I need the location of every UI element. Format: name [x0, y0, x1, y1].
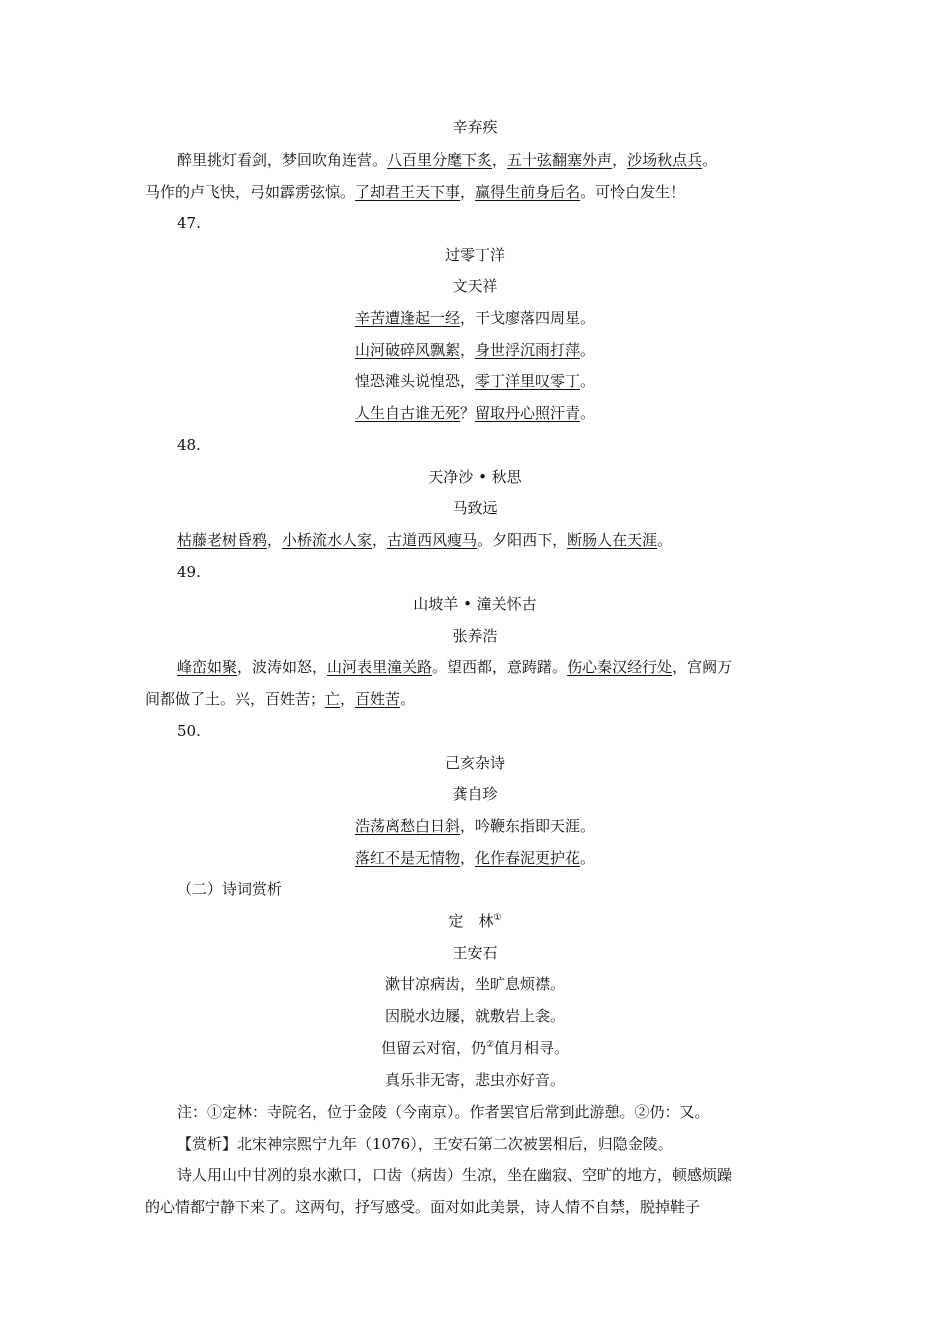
text: ？	[459, 404, 475, 422]
text: ，	[372, 531, 388, 549]
underlined-text: 留取丹心照汗青	[475, 404, 581, 422]
text: 惶恐滩头说惶恐，	[354, 372, 475, 390]
poem47-author: 文天祥	[452, 277, 498, 295]
text: 。	[580, 341, 596, 359]
underlined-text: 化作春泥更护花	[475, 849, 581, 867]
poem50-author: 龚自珍	[452, 785, 498, 803]
poem47-line3	[0, 370, 950, 392]
underlined-text: 八百里分麾下炙	[387, 151, 493, 169]
underlined-text: 枯藤老树昏鸦	[177, 531, 268, 549]
poem49-line2	[145, 688, 415, 710]
text: 。夕阳西下，	[477, 531, 568, 549]
underlined-text: 亡	[325, 690, 341, 708]
section-poem-title	[0, 910, 950, 932]
underlined-text: 身世浮沉雨打萍	[475, 341, 581, 359]
text: 霹雳弦惊。	[280, 183, 356, 201]
poem47-line4	[0, 402, 950, 424]
text: 但留云对宿，仍	[380, 1039, 486, 1057]
underlined-text: 辛苦遭逢起一经	[354, 309, 460, 327]
poem49-number: 49.	[177, 563, 201, 581]
footnote-marker: ②	[485, 1040, 495, 1050]
section-heading: （二）诗词赏析	[177, 880, 283, 898]
footnote: 注：①定林：寺院名，位于金陵（今南京）。作者罢官后常到此游憩。②仍：又。	[177, 1103, 710, 1121]
text: ，波涛如怒，	[237, 658, 328, 676]
text: ，	[460, 183, 476, 201]
section-poem-line4: 真乐非无寄，悲虫亦好音。	[384, 1071, 565, 1089]
underlined-text: 山河表里潼关路	[327, 658, 433, 676]
text: ，	[459, 341, 475, 359]
text: 值月相寻。	[494, 1039, 570, 1057]
poem48-number: 48.	[177, 436, 201, 454]
underlined-text: 赢得生前身后名	[475, 183, 581, 201]
section-poem-line1: 漱甘凉病齿，坐旷息烦襟。	[384, 975, 565, 993]
underlined-text: 断肠人在天涯	[567, 531, 658, 549]
poem48-line	[177, 529, 672, 551]
text: 马作的卢飞快，弓如	[145, 183, 281, 201]
underlined-text: 沙场秋点兵	[627, 151, 703, 169]
poem48-author: 马致远	[452, 499, 498, 517]
title-text: 定 林	[448, 912, 494, 930]
poem49-line1	[177, 656, 732, 678]
appreciation	[177, 1133, 673, 1155]
poem47-title: 过零丁洋	[444, 246, 505, 264]
text: 。可怜白发生！	[580, 183, 686, 201]
text: 。	[580, 849, 596, 867]
poem49-title: 山坡羊 • 潼关怀古	[413, 595, 537, 613]
poem48-title: 天净沙 • 秋思	[428, 468, 522, 486]
text: 。	[400, 690, 416, 708]
poem49-author: 张养浩	[452, 627, 498, 645]
paragraph-line: 的心情都宁静下来了。这两句，抒写感受。面对如此美景，诗人情不自禁，脱掉鞋子	[145, 1198, 701, 1216]
poem50-title: 己亥杂诗	[444, 754, 505, 772]
underlined-text: 了却君王天下事	[355, 183, 461, 201]
section-poem-author: 王安石	[452, 944, 498, 962]
poem47-number: 47.	[177, 214, 201, 232]
underlined-text: 峰峦如聚	[177, 658, 238, 676]
poem50-number: 50.	[177, 722, 201, 740]
poem50-line2	[0, 847, 950, 869]
underlined-text: 小桥流水人家	[282, 531, 373, 549]
text: 。	[702, 151, 718, 169]
text: 。望西都，意踌躇。	[432, 658, 568, 676]
underlined-text: 伤心秦汉经行处	[567, 658, 673, 676]
text: ，	[492, 151, 508, 169]
text: 。	[580, 372, 596, 390]
text: ，	[612, 151, 628, 169]
footnote-marker: ①	[493, 913, 502, 923]
underlined-text: 零丁洋里叹零丁	[474, 372, 580, 390]
poem47-line1	[0, 307, 950, 329]
underlined-text: 人生自古谁无死	[354, 404, 460, 422]
underlined-text: 五十弦翻塞外声	[507, 151, 613, 169]
underlined-text: 古道西风瘦马	[387, 531, 478, 549]
section-poem-line2: 因脱水边屦，就敷岩上衾。	[384, 1007, 565, 1025]
text: ，宫阙万	[672, 658, 733, 676]
text: ，	[340, 690, 356, 708]
poem46-author: 辛弃疾	[452, 118, 498, 136]
text: ，	[267, 531, 283, 549]
appreciation-label: 【赏析】	[177, 1135, 238, 1153]
text: ，吟鞭东指即天涯。	[460, 817, 596, 835]
section-poem-line3	[0, 1037, 950, 1059]
poem47-line2	[0, 339, 950, 361]
poem46-line2	[145, 181, 685, 203]
text: ，	[459, 849, 475, 867]
underlined-text: 落红不是无情物	[354, 849, 460, 867]
text: 。	[657, 531, 673, 549]
text: 醉里挑灯看剑，梦回吹角连营。	[177, 151, 388, 169]
underlined-text: 浩荡离愁白日斜	[354, 817, 460, 835]
text: 。	[580, 404, 596, 422]
poem50-line1	[0, 815, 950, 837]
poem46-line1	[177, 149, 717, 171]
paragraph-line: 诗人用山中甘冽的泉水漱口，口齿（病齿）生凉，坐在幽寂、空旷的地方，顿感烦躁	[177, 1166, 733, 1184]
appreciation-text: 北宋神宗熙宁九年（1076），王安石第二次被罢相后，归隐金陵。	[237, 1135, 673, 1153]
text: 间都做了土。兴，百姓苦；	[145, 690, 326, 708]
text: ，干戈廖落四周星。	[460, 309, 596, 327]
underlined-text: 百姓苦	[355, 690, 401, 708]
underlined-text: 山河破碎风飘絮	[354, 341, 460, 359]
